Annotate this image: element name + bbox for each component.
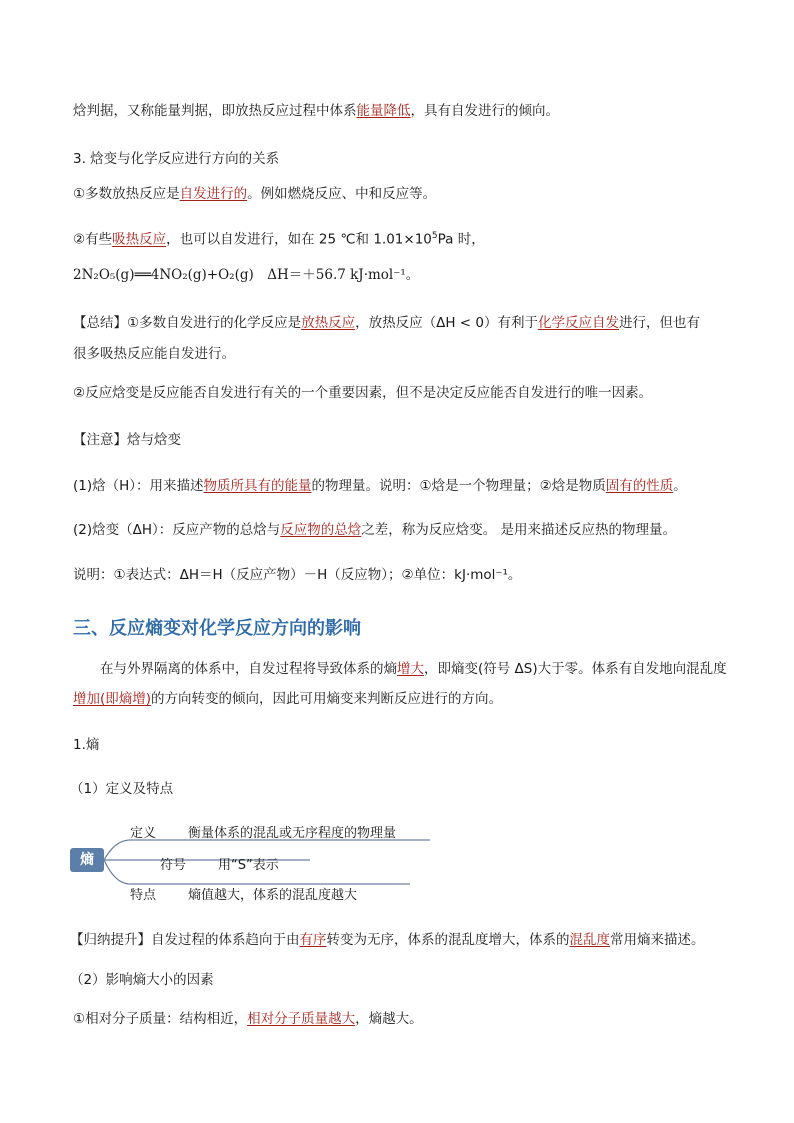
text-line — [73, 313, 734, 333]
note-title: 【注意】焓与焓变 — [73, 432, 181, 448]
text-line — [73, 101, 734, 121]
row-label: 特点 — [130, 888, 157, 903]
text: ②有些 — [73, 231, 113, 248]
text: ，即熵变(符号 ΔS)大于零。体系有自发地向混乱度 — [424, 661, 727, 677]
text-line — [73, 226, 734, 250]
entropy-diagram — [70, 818, 450, 906]
underlined-term: 吸热反应 — [112, 231, 167, 248]
text: 【归纳提升】自发过程的体系趋向于由 — [70, 932, 300, 948]
text: 常用熵来描述。 — [610, 932, 705, 948]
row-text: 用“S”表示 — [218, 858, 279, 873]
underlined-term: 自发进行的 — [179, 186, 248, 202]
text: 焓判据，又称能量判据，即放热反应过程中体系 — [73, 103, 357, 119]
underlined-term: 固有的性质 — [605, 478, 674, 494]
subheading: 1.熵 — [73, 737, 100, 753]
text: ，熵越大。 — [355, 1011, 423, 1027]
text: ，也可以自发进行，如在 25 ℃和 1.01×10 — [166, 231, 432, 248]
text-line — [73, 184, 734, 204]
row-text: 衡量体系的混乱或无序程度的物理量 — [188, 826, 397, 841]
text: 【总结】①多数自发进行的化学反应是 — [73, 315, 302, 331]
text: (1)焓（H）：用来描述 — [73, 478, 204, 494]
equation: 2N₂O₅(g)══4NO₂(g)+O₂(g) ΔH＝＋56.7 kJ·mol⁻¹。 — [73, 267, 420, 283]
subheading: 3. 焓变与化学反应进行方向的关系 — [73, 151, 280, 167]
text: 之差，称为反应焓变。 是用来描述反应热的物理量。 — [361, 522, 677, 538]
text-line — [73, 476, 734, 496]
text-line: 很多吸热反应能自发进行。 — [73, 346, 235, 362]
text: 进行，但也有 — [618, 315, 700, 331]
underlined-term: 化学反应自发 — [537, 315, 619, 331]
section-title: 三、反应熵变对化学反应方向的影响 — [73, 618, 361, 639]
text: 的方向转变的倾向，因此可用熵变来判断反应进行的方向。 — [151, 691, 503, 707]
text-line: ②反应焓变是反应能否自发进行有关的一个重要因素，但不是决定反应能否自发进行的唯一因素。 — [73, 385, 653, 401]
text: 转变为无序，体系的混乱度增大，体系的 — [326, 932, 570, 948]
text-line — [70, 930, 734, 950]
text: ①多数放热反应是 — [73, 186, 180, 202]
text: ，具有自发进行的倾向。 — [410, 103, 559, 119]
text: Pa 时， — [437, 231, 485, 248]
underlined-term: 反应物的总焓 — [280, 522, 362, 538]
underlined-term: 能量降低 — [356, 103, 411, 119]
underlined-term: 混乱度 — [569, 932, 610, 948]
text: 在与外界隔离的体系中，自发过程将导致体系的熵 — [100, 661, 397, 677]
underlined-term: 放热反应 — [301, 315, 356, 331]
row-label: 符号 — [160, 858, 187, 873]
text-line — [73, 520, 734, 540]
underlined-term: 相对分子质量越大 — [247, 1011, 356, 1027]
text: 。例如燃烧反应、中和反应等。 — [247, 186, 437, 202]
text: ，放热反应（ΔH < 0）有利于 — [355, 315, 538, 331]
entropy-badge: 熵 — [70, 848, 104, 872]
subheading: （2）影响熵大小的因素 — [70, 972, 214, 988]
underlined-term: 增加(即熵增) — [73, 691, 152, 707]
text: 的物理量。说明：①焓是一个物理量；②焓是物质 — [311, 478, 606, 494]
text-line: 说明：①表达式：ΔH＝H（反应产物）－H（反应物）；②单位：kJ·mol⁻¹。 — [73, 567, 522, 583]
underlined-term: 有序 — [299, 932, 327, 948]
text: 。 — [673, 478, 687, 494]
paragraph — [73, 654, 733, 714]
superscript: 5 — [431, 231, 438, 241]
text: (2)焓变（ΔH）：反应产物的总焓与 — [73, 522, 281, 538]
text: ①相对分子质量：结构相近， — [73, 1011, 248, 1027]
underlined-term: 物质所具有的能量 — [203, 478, 312, 494]
text-line — [73, 1009, 734, 1029]
subheading: （1）定义及特点 — [70, 781, 174, 797]
underlined-term: 增大 — [397, 661, 424, 677]
row-text: 熵值越大，体系的混乱度越大 — [188, 888, 358, 903]
row-label: 定义 — [130, 826, 157, 841]
